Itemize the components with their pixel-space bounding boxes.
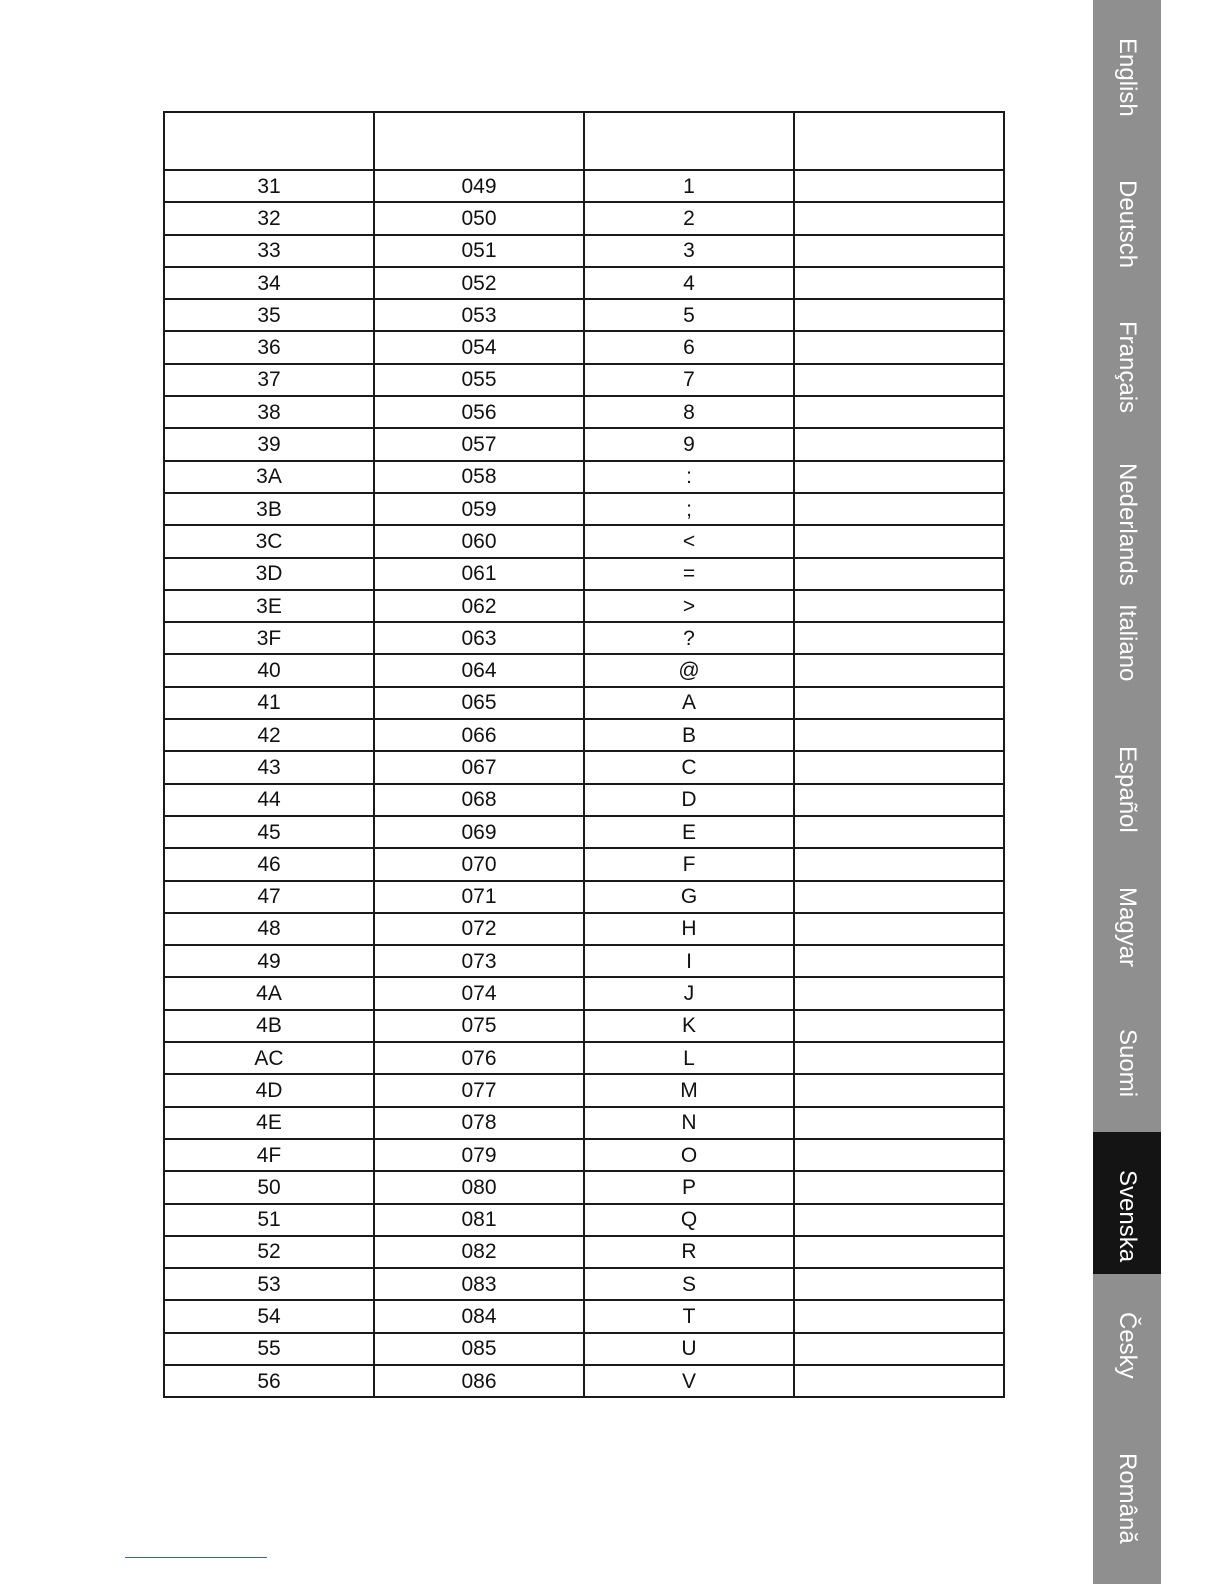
hex-cell: 33 (164, 235, 374, 267)
character-cell: ? (584, 622, 794, 654)
table-row (164, 428, 1004, 460)
decimal-cell: 059 (374, 493, 584, 525)
hex-cell: AC (164, 1042, 374, 1074)
table-row (164, 299, 1004, 331)
hex-cell: 50 (164, 1171, 374, 1203)
header-cell-extra (794, 112, 1004, 170)
character-cell: B (584, 719, 794, 751)
character-cell: 9 (584, 428, 794, 460)
language-tab-label: Italiano (1114, 604, 1141, 682)
character-cell: < (584, 525, 794, 557)
table-row (164, 913, 1004, 945)
extra-cell (794, 525, 1004, 557)
extra-cell (794, 654, 1004, 686)
language-tab-label: Svenska (1114, 1170, 1141, 1263)
hex-cell: 44 (164, 784, 374, 816)
character-cell: : (584, 461, 794, 493)
decimal-cell: 052 (374, 267, 584, 299)
decimal-cell: 069 (374, 816, 584, 848)
extra-cell (794, 1204, 1004, 1236)
decimal-cell: 049 (374, 170, 584, 202)
decimal-cell: 085 (374, 1333, 584, 1365)
character-cell: 4 (584, 267, 794, 299)
decimal-cell: 051 (374, 235, 584, 267)
table-row (164, 1042, 1004, 1074)
hex-cell: 42 (164, 719, 374, 751)
table-row (164, 654, 1004, 686)
table-body (164, 170, 1004, 1397)
extra-cell (794, 816, 1004, 848)
extra-cell (794, 267, 1004, 299)
decimal-cell: 079 (374, 1139, 584, 1171)
character-cell: 5 (584, 299, 794, 331)
hex-cell: 3A (164, 461, 374, 493)
table-row (164, 170, 1004, 202)
language-tab-nederlands[interactable] (1093, 425, 1161, 586)
decimal-cell: 060 (374, 525, 584, 557)
decimal-cell: 068 (374, 784, 584, 816)
decimal-cell: 056 (374, 396, 584, 428)
character-cell: A (584, 687, 794, 719)
hex-cell: 40 (164, 654, 374, 686)
hex-cell: 31 (164, 170, 374, 202)
hex-cell: 52 (164, 1236, 374, 1268)
character-cell: > (584, 590, 794, 622)
character-cell: 7 (584, 364, 794, 396)
character-cell: 2 (584, 202, 794, 234)
hex-cell: 56 (164, 1365, 374, 1397)
language-tab-deutsch[interactable] (1093, 142, 1161, 284)
extra-cell (794, 364, 1004, 396)
decimal-cell: 078 (374, 1107, 584, 1139)
hex-cell: 43 (164, 751, 374, 783)
decimal-cell: 074 (374, 977, 584, 1009)
character-cell: @ (584, 654, 794, 686)
extra-cell (794, 558, 1004, 590)
character-cell: R (584, 1236, 794, 1268)
decimal-cell: 055 (374, 364, 584, 396)
hex-cell: 34 (164, 267, 374, 299)
decimal-cell: 083 (374, 1268, 584, 1300)
decimal-cell: 086 (374, 1365, 584, 1397)
table-row (164, 461, 1004, 493)
character-cell: 8 (584, 396, 794, 428)
hex-cell: 54 (164, 1300, 374, 1332)
decimal-cell: 071 (374, 881, 584, 913)
table-row (164, 590, 1004, 622)
table-row (164, 719, 1004, 751)
extra-cell (794, 202, 1004, 234)
hex-cell: 4D (164, 1074, 374, 1106)
language-tab-label: Español (1114, 745, 1141, 833)
hex-cell: 4A (164, 977, 374, 1009)
character-cell: F (584, 848, 794, 880)
extra-cell (794, 170, 1004, 202)
hex-cell: 45 (164, 816, 374, 848)
table-row (164, 784, 1004, 816)
language-tab-svenska[interactable] (1093, 1132, 1161, 1274)
hex-cell: 49 (164, 945, 374, 977)
character-cell: N (584, 1107, 794, 1139)
hex-cell: 36 (164, 331, 374, 363)
hex-cell: 3B (164, 493, 374, 525)
hex-cell: 48 (164, 913, 374, 945)
table-row (164, 331, 1004, 363)
language-tab-label: Deutsch (1114, 179, 1141, 268)
table-row (164, 816, 1004, 848)
extra-cell (794, 945, 1004, 977)
hex-cell: 3D (164, 558, 374, 590)
extra-cell (794, 622, 1004, 654)
decimal-cell: 062 (374, 590, 584, 622)
table-row (164, 687, 1004, 719)
character-cell: J (584, 977, 794, 1009)
extra-cell (794, 1236, 1004, 1268)
language-tab-label: English (1114, 38, 1141, 117)
character-cell: 6 (584, 331, 794, 363)
language-tab-english[interactable] (1093, 0, 1161, 142)
character-cell: L (584, 1042, 794, 1074)
extra-cell (794, 881, 1004, 913)
character-cell: S (584, 1268, 794, 1300)
character-cell: P (584, 1171, 794, 1203)
decimal-cell: 072 (374, 913, 584, 945)
character-cell: M (584, 1074, 794, 1106)
table-row (164, 1204, 1004, 1236)
table-row (164, 1268, 1004, 1300)
extra-cell (794, 1107, 1004, 1139)
hex-cell: 32 (164, 202, 374, 234)
table-row (164, 1074, 1004, 1106)
extra-cell (794, 977, 1004, 1009)
language-tab-cesky[interactable] (1093, 1274, 1161, 1416)
table-row (164, 1010, 1004, 1042)
extra-cell (794, 1042, 1004, 1074)
extra-cell (794, 331, 1004, 363)
character-cell: G (584, 881, 794, 913)
table-row (164, 751, 1004, 783)
language-tab-label: Nederlands (1114, 462, 1141, 586)
table-row (164, 558, 1004, 590)
decimal-cell: 082 (374, 1236, 584, 1268)
language-sidebar (1093, 0, 1161, 1584)
decimal-cell: 053 (374, 299, 584, 331)
language-tab-label: Magyar (1114, 887, 1141, 968)
character-cell: T (584, 1300, 794, 1332)
decimal-cell: 064 (374, 654, 584, 686)
hex-cell: 4B (164, 1010, 374, 1042)
decimal-cell: 084 (374, 1300, 584, 1332)
extra-cell (794, 1268, 1004, 1300)
decimal-cell: 067 (374, 751, 584, 783)
hex-cell: 4F (164, 1139, 374, 1171)
decimal-cell: 081 (374, 1204, 584, 1236)
extra-cell (794, 719, 1004, 751)
extra-cell (794, 784, 1004, 816)
extra-cell (794, 590, 1004, 622)
extra-cell (794, 1010, 1004, 1042)
extra-cell (794, 751, 1004, 783)
extra-cell (794, 687, 1004, 719)
hex-cell: 3F (164, 622, 374, 654)
decimal-cell: 080 (374, 1171, 584, 1203)
hex-cell: 47 (164, 881, 374, 913)
character-cell: Q (584, 1204, 794, 1236)
decimal-cell: 065 (374, 687, 584, 719)
table-row (164, 1300, 1004, 1332)
extra-cell (794, 1139, 1004, 1171)
decimal-cell: 076 (374, 1042, 584, 1074)
character-cell: ; (584, 493, 794, 525)
character-cell: O (584, 1139, 794, 1171)
hex-cell: 35 (164, 299, 374, 331)
decimal-cell: 066 (374, 719, 584, 751)
decimal-cell: 061 (374, 558, 584, 590)
character-cell: 1 (584, 170, 794, 202)
table-row (164, 848, 1004, 880)
table-row (164, 622, 1004, 654)
decimal-cell: 070 (374, 848, 584, 880)
table-row (164, 235, 1004, 267)
table-header-row (164, 112, 1004, 170)
hex-cell: 55 (164, 1333, 374, 1365)
character-cell: 3 (584, 235, 794, 267)
table-row (164, 493, 1004, 525)
character-cell: = (584, 558, 794, 590)
decimal-cell: 073 (374, 945, 584, 977)
table-row (164, 525, 1004, 557)
hex-cell: 4E (164, 1107, 374, 1139)
character-cell: V (584, 1365, 794, 1397)
language-tab-espanol[interactable] (1093, 708, 1161, 850)
extra-cell (794, 913, 1004, 945)
hex-cell: 51 (164, 1204, 374, 1236)
extra-cell (794, 1333, 1004, 1365)
extra-cell (794, 1300, 1004, 1332)
language-tab-label: Česky (1114, 1311, 1141, 1379)
table-row (164, 1139, 1004, 1171)
extra-cell (794, 396, 1004, 428)
decimal-cell: 054 (374, 331, 584, 363)
extra-cell (794, 235, 1004, 267)
extra-cell (794, 848, 1004, 880)
decimal-cell: 075 (374, 1010, 584, 1042)
hex-cell: 37 (164, 364, 374, 396)
extra-cell (794, 1365, 1004, 1397)
table-header (164, 112, 1004, 170)
table-row (164, 977, 1004, 1009)
hex-cell: 38 (164, 396, 374, 428)
header-cell-dec (374, 112, 584, 170)
decimal-cell: 057 (374, 428, 584, 460)
character-cell: C (584, 751, 794, 783)
character-cell: H (584, 913, 794, 945)
table-row (164, 945, 1004, 977)
character-cell: K (584, 1010, 794, 1042)
language-tab-label: Română (1114, 1453, 1141, 1544)
language-tab-label: Suomi (1114, 1028, 1141, 1097)
extra-cell (794, 299, 1004, 331)
extra-cell (794, 1171, 1004, 1203)
table-row (164, 1236, 1004, 1268)
extra-cell (794, 493, 1004, 525)
header-cell-char (584, 112, 794, 170)
character-cell: U (584, 1333, 794, 1365)
header-cell-hex (164, 112, 374, 170)
table-row (164, 396, 1004, 428)
decimal-cell: 058 (374, 461, 584, 493)
table-row (164, 1171, 1004, 1203)
character-cell: E (584, 816, 794, 848)
extra-cell (794, 461, 1004, 493)
character-cell: I (584, 945, 794, 977)
hex-cell: 3E (164, 590, 374, 622)
table-row (164, 1365, 1004, 1397)
language-tab-italiano[interactable] (1093, 566, 1161, 708)
decimal-cell: 063 (374, 622, 584, 654)
ascii-code-table (163, 111, 1005, 1398)
decimal-cell: 077 (374, 1074, 584, 1106)
hex-cell: 53 (164, 1268, 374, 1300)
hex-cell: 41 (164, 687, 374, 719)
language-tab-label: Français (1114, 321, 1141, 414)
hex-cell: 3C (164, 525, 374, 557)
character-cell: D (584, 784, 794, 816)
table-row (164, 202, 1004, 234)
extra-cell (794, 1074, 1004, 1106)
table-row (164, 1107, 1004, 1139)
table-row (164, 364, 1004, 396)
extra-cell (794, 428, 1004, 460)
decimal-cell: 050 (374, 202, 584, 234)
hex-cell: 39 (164, 428, 374, 460)
language-tab-magyar[interactable] (1093, 849, 1161, 991)
language-tab-romana[interactable] (1093, 1415, 1161, 1557)
table-row (164, 1333, 1004, 1365)
footer-rule (125, 1557, 267, 1558)
table-row (164, 881, 1004, 913)
language-tab-suomi[interactable] (1093, 991, 1161, 1133)
hex-cell: 46 (164, 848, 374, 880)
table-row (164, 267, 1004, 299)
language-tab-francais[interactable] (1093, 283, 1161, 425)
